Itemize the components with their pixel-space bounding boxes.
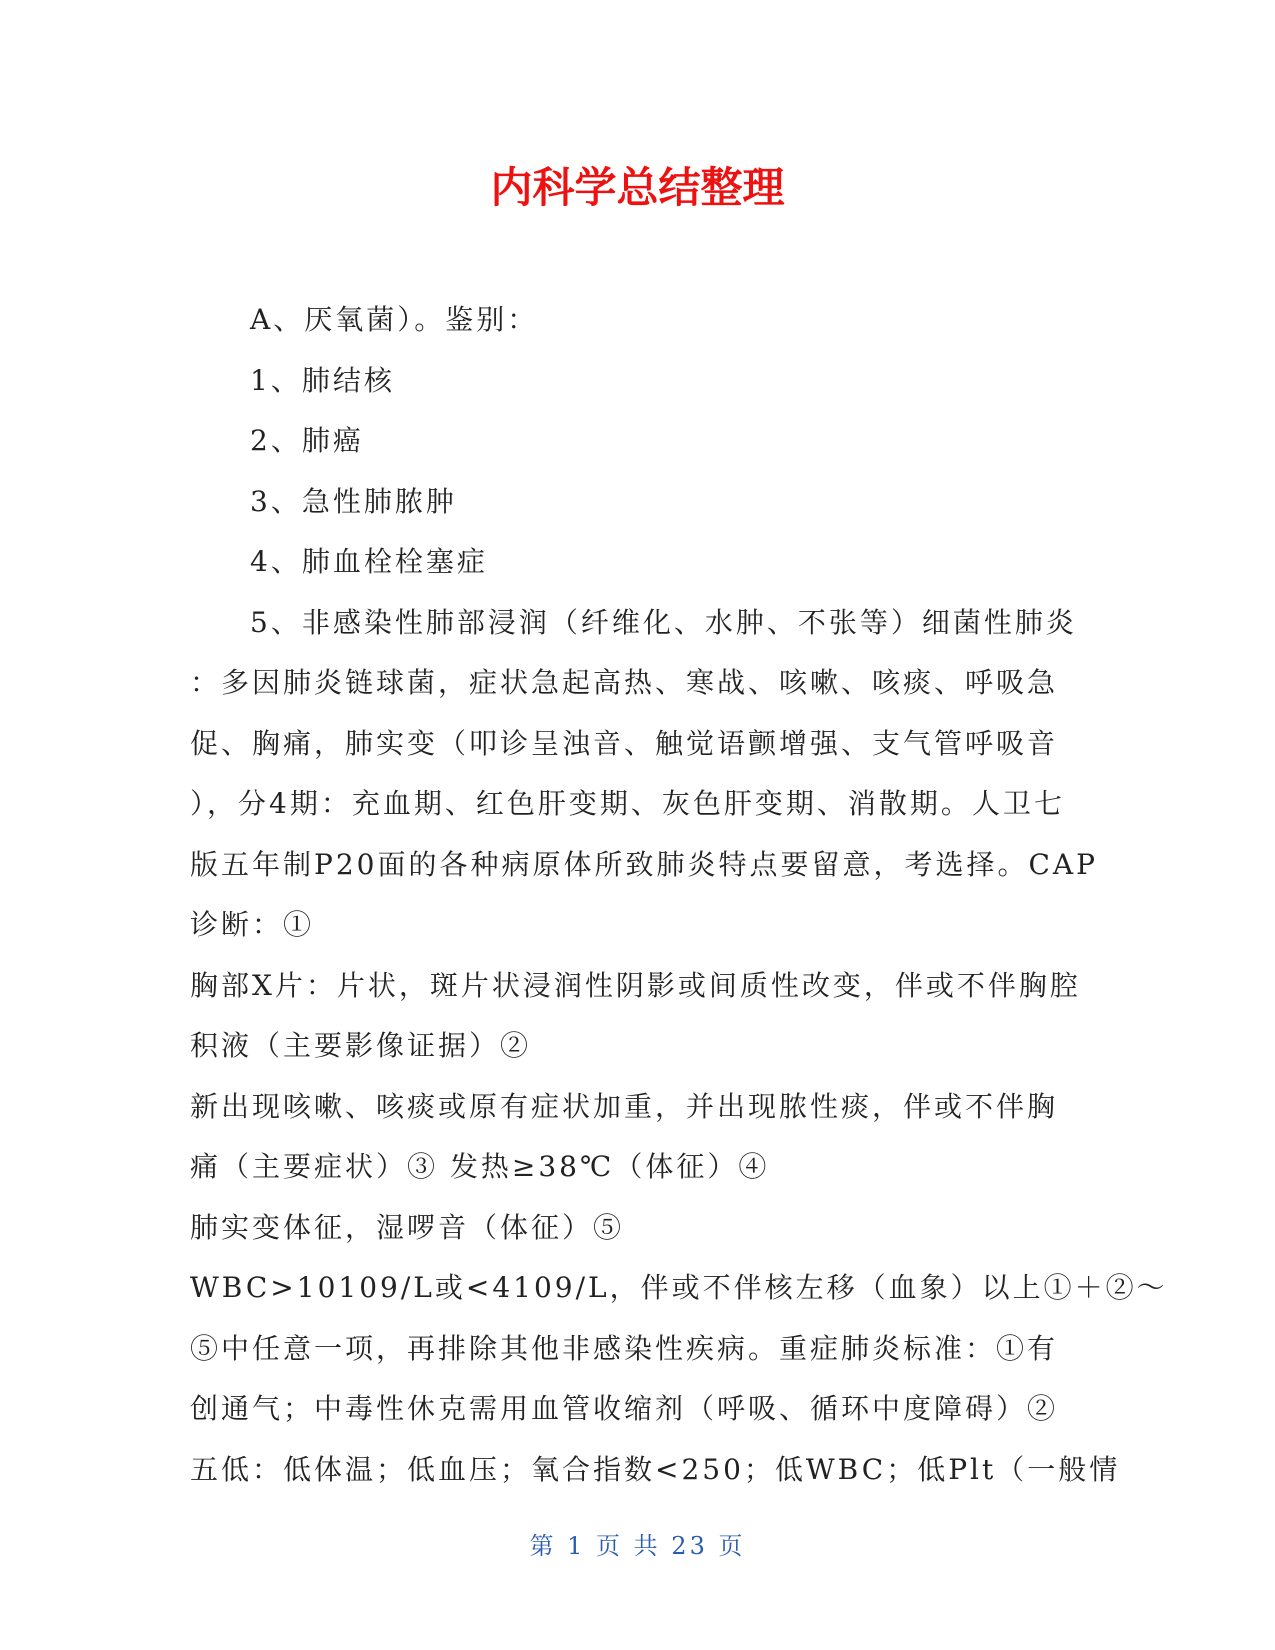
text-line: 4、肺血栓栓塞症 [250,545,488,578]
text-line: 创通气；中毒性休克需用血管收缩剂（呼吸、循环中度障碍）② [190,1392,1059,1425]
text-line: WBC>10109/L或<4109/L，伴或不伴核左移（血象）以上①＋②～ [190,1271,1168,1304]
text-line: 2、肺癌 [250,424,364,457]
text-line: 痛（主要症状）③ 发热≥38℃（体征）④ [190,1150,770,1183]
text-line: 五低：低体温；低血压；氧合指数<250；低WBC；低Plt（一般情 [190,1452,1121,1486]
text-line: 1、肺结核 [250,363,395,397]
text-line: 3、急性肺脓肿 [250,484,457,518]
text-line: ），分4期：充血期、红色肝变期、灰色肝变期、消散期。人卫七 [190,787,1065,820]
document-body [190,290,1168,1500]
text-line: ：多因肺炎链球菌，症状急起高热、寒战、咳嗽、咳痰、呼吸急 [190,666,1059,699]
text-line: 新出现咳嗽、咳痰或原有症状加重，并出现脓性痰，伴或不伴胸 [190,1089,1059,1123]
text-line: 诊断：① [190,908,315,941]
text-line: 版五年制P20面的各种病原体所致肺炎特点要留意，考选择。CAP [190,847,1098,881]
text-line: A、厌氧菌）。鉴别： [250,303,539,336]
text-line: 5、非感染性肺部浸润（纤维化、水肿、不张等）细菌性肺炎 [250,605,1077,639]
text-line: 促、胸痛，肺实变（叩诊呈浊音、触觉语颤增强、支气管呼吸音 [190,726,1059,760]
page-footer: 第 1 页 共 23 页 [529,1532,746,1560]
text-line: 胸部X片：片状，斑片状浸润性阴影或间质性改变，伴或不伴胸腔 [190,968,1081,1002]
text-line: ⑤中任意一项，再排除其他非感染性疾病。重症肺炎标准：①有 [190,1331,1059,1365]
document-title: 内科学总结整理 [490,163,785,212]
text-line: 积液（主要影像证据）② [190,1029,532,1062]
text-line: 肺实变体征，湿啰音（体征）⑤ [190,1210,625,1244]
